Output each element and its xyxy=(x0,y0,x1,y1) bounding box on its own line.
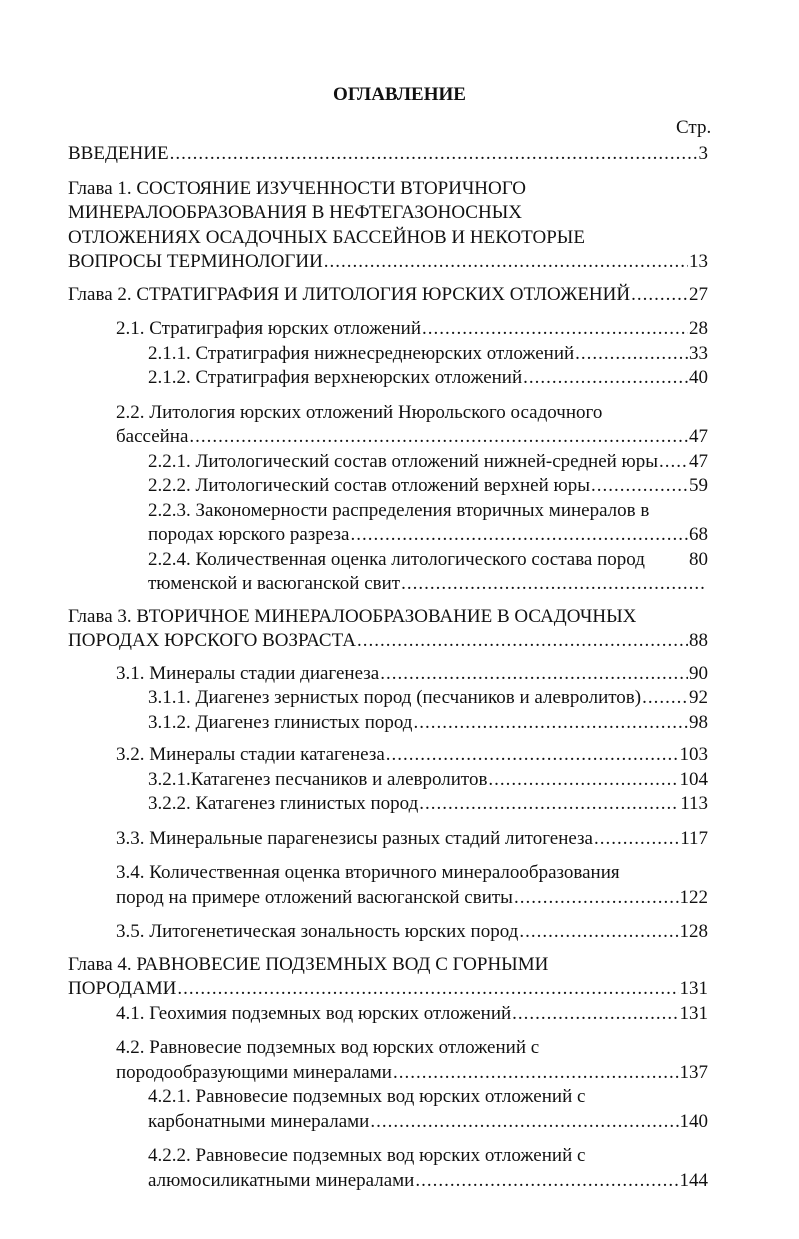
toc-entry-text: Глава 4. РАВНОВЕСИЕ ПОДЗЕМНЫХ ВОД С ГОРНЫМИ xyxy=(68,953,549,975)
toc-entry-text: 3.5. Литогенетическая зональность юрских пород xyxy=(116,921,519,942)
toc-entry-text: 2.2. Литология юрских отложений Нюрольского осадочного xyxy=(116,401,603,423)
toc-entry[interactable] xyxy=(68,317,708,342)
toc-entry[interactable] xyxy=(68,401,708,450)
toc-entry-text: 3.2. Минералы стадии катагенеза xyxy=(116,744,385,765)
page-number: 104 xyxy=(679,768,708,790)
page-number: 40 xyxy=(689,367,708,388)
page-number: 113 xyxy=(680,793,708,814)
dot-leader xyxy=(591,474,688,499)
toc-entry-text: ВОПРОСЫ ТЕРМИНОЛОГИИ xyxy=(68,251,323,272)
toc-entry-text: 2.2.2. Литологический состав отложений верхней юры xyxy=(148,475,590,496)
toc-entry[interactable] xyxy=(68,1144,708,1193)
page-number: 122 xyxy=(679,886,708,908)
dot-leader xyxy=(488,768,678,793)
dot-leader xyxy=(575,342,688,367)
toc-entry-text: 3.1.2. Диагенез глинистых пород xyxy=(148,711,413,733)
dot-leader xyxy=(370,1110,678,1135)
dot-leader xyxy=(189,425,688,450)
toc-entry-text: 3.3. Минеральные парагенезисы разных стадий литогенеза xyxy=(116,827,593,849)
dot-leader xyxy=(642,686,688,711)
toc-entry[interactable] xyxy=(68,920,708,945)
dot-leader xyxy=(659,450,688,475)
toc-entry-text: ПОРОДАХ ЮРСКОГО ВОЗРАСТА xyxy=(68,630,356,651)
toc-entry-text: 2.1.2. Стратиграфия верхнеюрских отложений xyxy=(148,367,523,388)
dot-leader xyxy=(514,886,679,911)
toc-entry[interactable] xyxy=(68,548,708,573)
page-number: 3 xyxy=(698,143,708,164)
page-number: 13 xyxy=(689,251,708,272)
toc-entry-text: тюменской и васюганской свит xyxy=(148,573,401,594)
toc-entry-text: 4.2.2. Равновесие подземных вод юрских отложений с xyxy=(148,1145,586,1166)
toc-entry[interactable] xyxy=(68,283,708,308)
page-number: 90 xyxy=(689,662,708,684)
toc-entry-text: 4.2. Равновесие подземных вод юрских отложений с xyxy=(116,1037,540,1058)
toc-entry[interactable] xyxy=(68,1085,708,1134)
toc-entry-text: ПОРОДАМИ xyxy=(68,978,177,999)
toc-entry-text: 3.4. Количественная оценка вторичного минералообразования xyxy=(116,862,620,883)
dot-leader xyxy=(401,572,707,597)
dot-leader xyxy=(512,1002,678,1027)
page-number: 27 xyxy=(689,283,708,305)
toc-entry[interactable] xyxy=(68,366,708,391)
toc-entry-text: 3.2.2. Катагенез глинистых пород xyxy=(148,793,419,814)
toc-entry-text: 2.1. Стратиграфия юрских отложений xyxy=(116,318,421,339)
page-number: 80 xyxy=(689,548,708,570)
dot-leader xyxy=(177,977,678,1002)
dot-leader xyxy=(519,920,678,945)
page-number: 131 xyxy=(679,978,708,999)
page-number: 144 xyxy=(679,1169,708,1191)
dot-leader xyxy=(594,827,679,852)
toc-entry-text: 2.2.3. Закономерности распределения вторичных минералов в xyxy=(148,499,650,521)
toc-entry-text: бассейна xyxy=(116,426,189,447)
toc-entry-text: породообразующими минералами xyxy=(116,1061,392,1083)
page-number: 98 xyxy=(689,711,708,733)
toc-entry-text: 3.1. Минералы стадии диагенеза xyxy=(116,662,380,684)
dot-leader xyxy=(415,1169,678,1194)
table-of-contents xyxy=(68,142,708,1193)
page-number: 47 xyxy=(689,450,708,472)
page-number: 117 xyxy=(680,827,708,849)
toc-entry[interactable] xyxy=(68,1036,708,1085)
page-number: 28 xyxy=(689,318,708,339)
page-number: 92 xyxy=(689,687,708,708)
toc-entry-text: 2.2.4. Количественная оценка литологического состава пород xyxy=(148,548,645,570)
dot-leader xyxy=(419,792,679,817)
dot-leader xyxy=(386,743,679,768)
page-title: ОГЛАВЛЕНИЕ xyxy=(333,84,466,105)
toc-entry-text: 3.1.1. Диагенез зернистых пород (песчаников и алевролитов) xyxy=(148,687,642,708)
toc-entry-text: МИНЕРАЛООБРАЗОВАНИЯ В НЕФТЕГАЗОНОСНЫХ xyxy=(68,202,522,223)
page-number: 131 xyxy=(679,1002,708,1024)
page-number: 140 xyxy=(679,1110,708,1132)
toc-entry[interactable] xyxy=(68,1002,708,1027)
dot-leader xyxy=(170,142,698,167)
toc-entry-text: Глава 3. ВТОРИЧНОЕ МИНЕРАЛООБРАЗОВАНИЕ В ОСАДОЧНЫХ xyxy=(68,605,637,627)
toc-entry-text: ВВЕДЕНИЕ xyxy=(68,143,169,164)
page-number: 68 xyxy=(689,524,708,545)
toc-entry[interactable] xyxy=(68,572,708,597)
toc-entry[interactable] xyxy=(68,743,708,768)
dot-leader xyxy=(413,711,688,736)
toc-entry[interactable] xyxy=(68,474,708,499)
toc-entry[interactable] xyxy=(68,686,708,711)
page-number: 88 xyxy=(689,630,708,651)
toc-entry[interactable] xyxy=(68,499,708,548)
toc-entry-text: ОТЛОЖЕНИЯХ ОСАДОЧНЫХ БАССЕЙНОВ И НЕКОТОРЫЕ xyxy=(68,226,585,248)
page-column-header: Стр. xyxy=(676,117,712,138)
toc-entry[interactable] xyxy=(68,792,708,817)
toc-entry-text: 2.1.1. Стратиграфия нижнесреднеюрских отложений xyxy=(148,342,575,364)
toc-entry-text: пород на примере отложений васюганской свиты xyxy=(116,886,513,908)
toc-entry[interactable] xyxy=(68,142,708,167)
page-number: 137 xyxy=(679,1061,708,1083)
dot-leader xyxy=(523,366,688,391)
toc-entry[interactable] xyxy=(68,953,708,1002)
dot-leader xyxy=(422,317,688,342)
toc-entry[interactable] xyxy=(68,662,708,687)
page-number: 33 xyxy=(689,342,708,364)
page-number: 59 xyxy=(689,475,708,496)
toc-entry[interactable] xyxy=(68,711,708,736)
toc-entry-text: 3.2.1.Катагенез песчаников и алевролитов xyxy=(148,768,488,790)
toc-entry-text: карбонатными минералами xyxy=(148,1110,370,1132)
toc-entry[interactable] xyxy=(68,827,708,852)
page-number: 103 xyxy=(679,744,708,765)
dot-leader xyxy=(380,662,688,687)
dot-leader xyxy=(324,250,688,275)
toc-entry[interactable] xyxy=(68,450,708,475)
toc-entry-text: алюмосиликатными минералами xyxy=(148,1169,415,1191)
dot-leader xyxy=(350,523,688,548)
dot-leader xyxy=(357,629,688,654)
toc-entry-text: 2.2.1. Литологический состав отложений нижней-средней юры xyxy=(148,450,659,472)
toc-entry-text: породах юрского разреза xyxy=(148,524,350,545)
page-number: 128 xyxy=(679,921,708,942)
dot-leader xyxy=(393,1061,679,1086)
dot-leader xyxy=(631,283,688,308)
toc-entry-text: Глава 2. СТРАТИГРАФИЯ И ЛИТОЛОГИЯ ЮРСКИХ ОТЛОЖЕНИЙ xyxy=(68,283,631,305)
toc-entry-text: 4.2.1. Равновесие подземных вод юрских отложений с xyxy=(148,1086,586,1107)
toc-entry[interactable] xyxy=(68,861,708,910)
toc-entry[interactable] xyxy=(68,605,708,654)
toc-entry-text: Глава 1. СОСТОЯНИЕ ИЗУЧЕННОСТИ ВТОРИЧНОГО xyxy=(68,177,526,199)
toc-entry[interactable] xyxy=(68,342,708,367)
toc-entry[interactable] xyxy=(68,768,708,793)
page-number: 47 xyxy=(689,426,708,447)
toc-entry[interactable] xyxy=(68,177,708,275)
toc-entry-text: 4.1. Геохимия подземных вод юрских отложений xyxy=(116,1002,512,1024)
